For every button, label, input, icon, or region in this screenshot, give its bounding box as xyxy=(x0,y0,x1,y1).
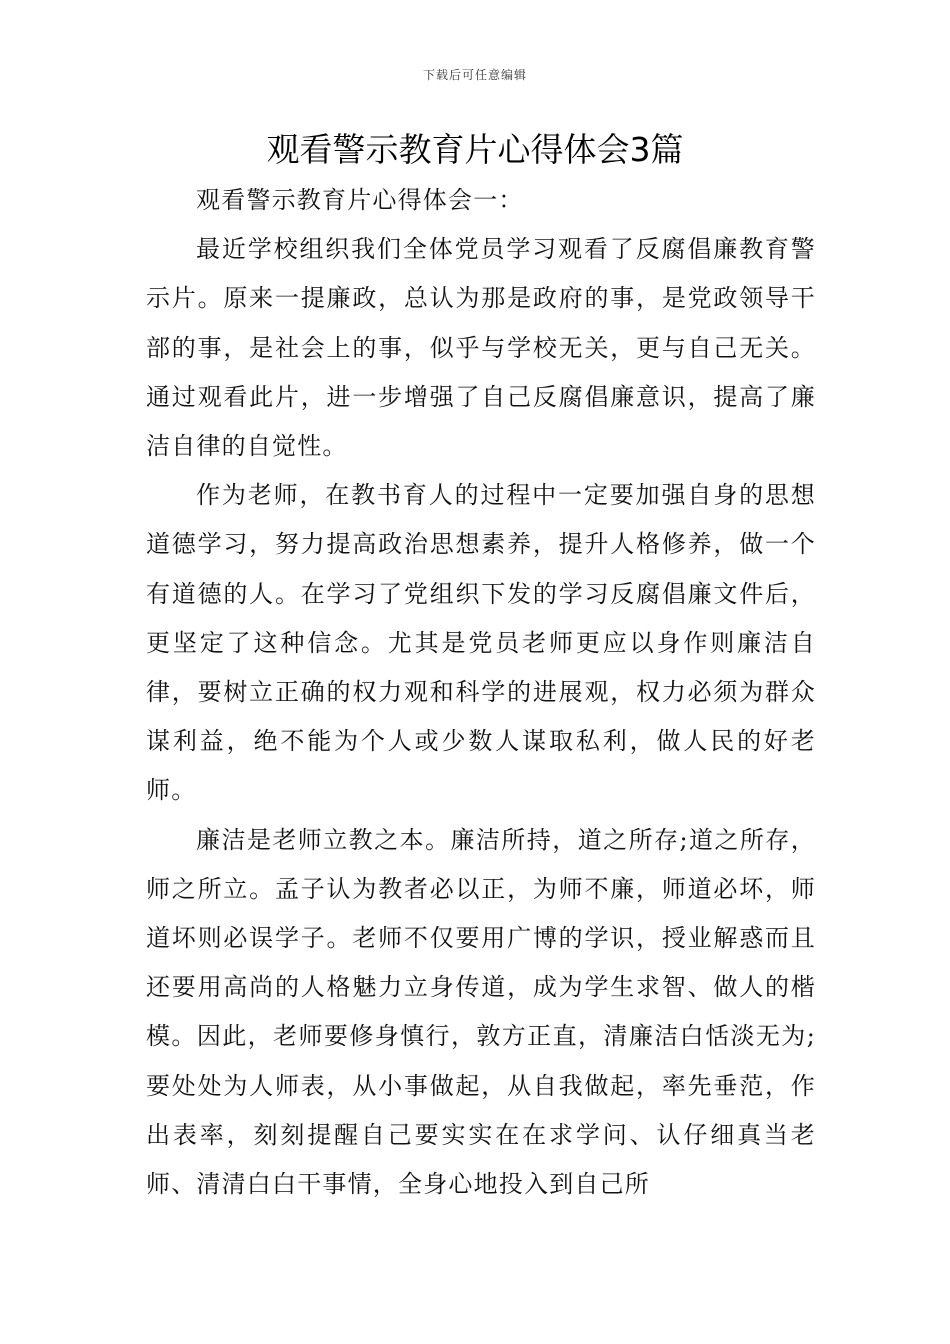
section-heading: 观看警示教育片心得体会一： xyxy=(196,186,524,214)
body-paragraph: 作为老师，在教书育人的过程中一定要加强自身的思想道德学习，努力提高政治思想素养，提升人格修养，做一个有道德的人。在学习了党组织下发的学习反腐倡廉文件后，更坚定了这种信念。尤其是党员老师更应以身作则廉洁自律，要树立正确的权力观和科学的进展观，权力必须为群众谋利益，绝不能为个人或少数人谋取私利，做人民的好老师。 xyxy=(146,481,816,805)
body-paragraph: 最近学校组织我们全体党员学习观看了反腐倡廉教育警示片。原来一提廉政，总认为那是政府的事，是党政领导干部的事，是社会上的事，似乎与学校无关，更与自己无关。通过观看此片，进一步增强了自己反腐倡廉意识，提高了廉洁自律的自觉性。 xyxy=(146,235,816,461)
header-note: 下载后可任意编辑 xyxy=(422,68,527,82)
document-title: 观看警示教育片心得体会3篇 xyxy=(266,130,684,169)
document-body xyxy=(146,176,816,1209)
body-paragraph: 廉洁是老师立教之本。廉洁所持，道之所存;道之所存，师之所立。孟子认为教者必以正，为师不廉，师道必坏，师道坏则必误学子。老师不仅要用广博的学识，授业解惑而且还要用高尚的人格魅力立身传道，成为学生求智、做人的楷模。因此，老师要修身慎行，敦方正直，清廉洁白恬淡无为;要处处为人师表，从小事做起，从自我做起，率先垂范，作出表率，刻刻提醒自己要实实在在求学问、认仔细真当老师、清清白白干事情，全身心地投入到自己所 xyxy=(146,825,816,1199)
